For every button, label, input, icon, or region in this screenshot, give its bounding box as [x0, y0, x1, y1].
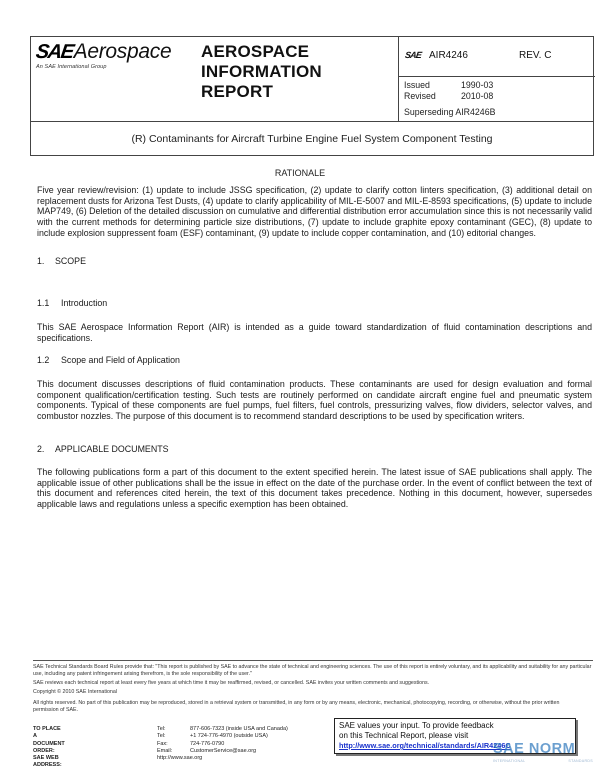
section-number: 2. [37, 444, 45, 454]
footer-divider [33, 660, 593, 661]
section-title: SCOPE [55, 256, 86, 266]
watermark-right: STANDARDS [568, 759, 593, 763]
issued-label: Issued [404, 80, 430, 90]
email-address[interactable]: CustomerService@sae.org [190, 747, 257, 754]
order-label: TO PLACE A DOCUMENT ORDER: [33, 726, 65, 754]
contact-key: Fax: [157, 740, 168, 747]
section-number: 1.2 [37, 355, 50, 365]
section-title: Introduction [61, 298, 108, 308]
logo-tagline: An SAE International Group [36, 64, 107, 70]
section-number: 1. [37, 256, 45, 266]
web-address-link[interactable]: http://www.sae.org [157, 755, 203, 762]
sae-norm-watermark [493, 742, 600, 772]
watermark-subtext [493, 759, 593, 763]
section-number: 1.1 [37, 298, 50, 308]
fax-number: 724-776-0790 [190, 740, 225, 747]
rules-notice: SAE Technical Standards Board Rules provide that: "This report is published by SAE to advance the state of technical and engineering sciences. The use of this report is entirely voluntary, and its applicability and suitability for any particular use, including any patent infringement arising therefrom, is the sole responsibility of the user." [33, 664, 592, 677]
issued-date: 1990-03 [461, 80, 494, 90]
sae-mini-logo-icon: SAE [404, 50, 422, 60]
watermark-text: SAE NORM [493, 741, 576, 757]
document-type [201, 42, 322, 102]
header-left-panel [31, 37, 398, 121]
feedback-link[interactable]: http://www.sae.org/technical/standards/AIR4246C [339, 741, 511, 750]
contact-key: Tel: [157, 733, 166, 740]
issued-row [404, 80, 493, 91]
document-title: (R) Contaminants for Aircraft Turbine Engine Fuel System Component Testing [31, 121, 593, 156]
applicable-documents-paragraph: The following publications form a part of this document to the extent specified herein. The latest issue of SAE publications shall apply. The applicable issue of other publications shall be the issue in effect on the date of the purchase order. In the event of conflict between the text of this document and references cited herein, the text of this document takes precedence. Nothing in this document, however, supersedes applicable laws and regulations unless a specific exemption has been obtained. [37, 467, 592, 510]
header-id-panel [398, 37, 594, 121]
document-header [30, 36, 594, 156]
introduction-paragraph: This SAE Aerospace Information Report (AIR) is intended as a guide toward standardization of fluid contamination descriptions and specifications. [37, 322, 592, 343]
rationale-paragraph: Five year review/revision: (1) update to include JSSG specification, (2) update to clarify cotton linters specification, (3) additional detail on replacement dusts for Arizona Test Dusts, (4) update to clarify applicability of MIL-E-5007 and MIL-E-8593 specifications, (5) update to include MAP749, (6) Deletion of the detailed discussion on cumulative and differential distribution error accumulation since this is not necessarily valid with the current methods for determining particle size distributions, (7) update to include graphite epoxy contaminant (GEC), (8) update to include explosion suppressent foam (ESF) contaminant, (9) update to include copper contamination, and (10) editorial changes. [37, 185, 592, 238]
superseding-note: Superseding AIR4246B [404, 107, 496, 117]
scope-paragraph: This document discusses descriptions of fluid contamination products. These contaminants are used for design evaluation and formal component qualification/certification testing. Such tests are routinely performed on candidate aircraft engine fuel and pneumatic system components. Typical of these components are fuel pumps, fuel filters, fuel controls, pressurizing valves, flow dividers, selector valves, and combustor nozzles. The purpose of this document is to recommend standard descriptions to be used by specification writers. [37, 379, 592, 422]
doc-type-line: INFORMATION [201, 62, 322, 81]
contact-key: Email: [157, 747, 173, 754]
section-1-heading [37, 256, 86, 266]
section-1-2-heading [37, 355, 180, 365]
copyright-notice: Copyright © 2010 SAE International [33, 689, 117, 695]
section-title: APPLICABLE DOCUMENTS [55, 444, 169, 454]
date-rows [404, 80, 493, 102]
phone-international: +1 724-776-4970 (outside USA) [190, 733, 268, 740]
review-notice: SAE reviews each technical report at least every five years at which time it may be reaffirmed, revised, or cancelled. SAE invites your written comments and suggestions. [33, 680, 430, 686]
doc-type-line: AEROSPACE [201, 42, 310, 61]
revised-date: 2010-08 [461, 91, 494, 101]
phone-domestic: 877-606-7323 (inside USA and Canada) [190, 726, 288, 732]
revision-label: REV. C [519, 50, 552, 61]
revised-row [404, 91, 493, 102]
sae-aerospace-logo [36, 42, 171, 70]
rights-notice: All rights reserved. No part of this publication may be reproduced, stored in a retrieval system or transmitted, in any form or by any means, electronic, mechanical, photocopying, recording, or otherwise, without the prior written permission of SAE. [33, 700, 560, 713]
watermark-left: INTERNATIONAL [493, 759, 526, 763]
section-title: Scope and Field of Application [61, 355, 180, 365]
document-id-row [399, 37, 595, 77]
document-number: AIR4246 [429, 50, 468, 61]
rationale-heading: RATIONALE [274, 168, 326, 178]
feedback-line: on this Technical Report, please visit [339, 731, 469, 740]
revised-label: Revised [404, 91, 436, 101]
section-1-1-heading [37, 298, 107, 308]
section-2-heading [37, 444, 169, 454]
logo-brand: SAE [34, 41, 75, 63]
feedback-line: SAE values your input. To provide feedback [339, 721, 494, 730]
logo-product: Aerospace [73, 40, 172, 63]
web-label: SAE WEB ADDRESS: [33, 755, 62, 769]
doc-type-line: REPORT [201, 82, 274, 101]
contact-key: Tel: [157, 726, 166, 732]
